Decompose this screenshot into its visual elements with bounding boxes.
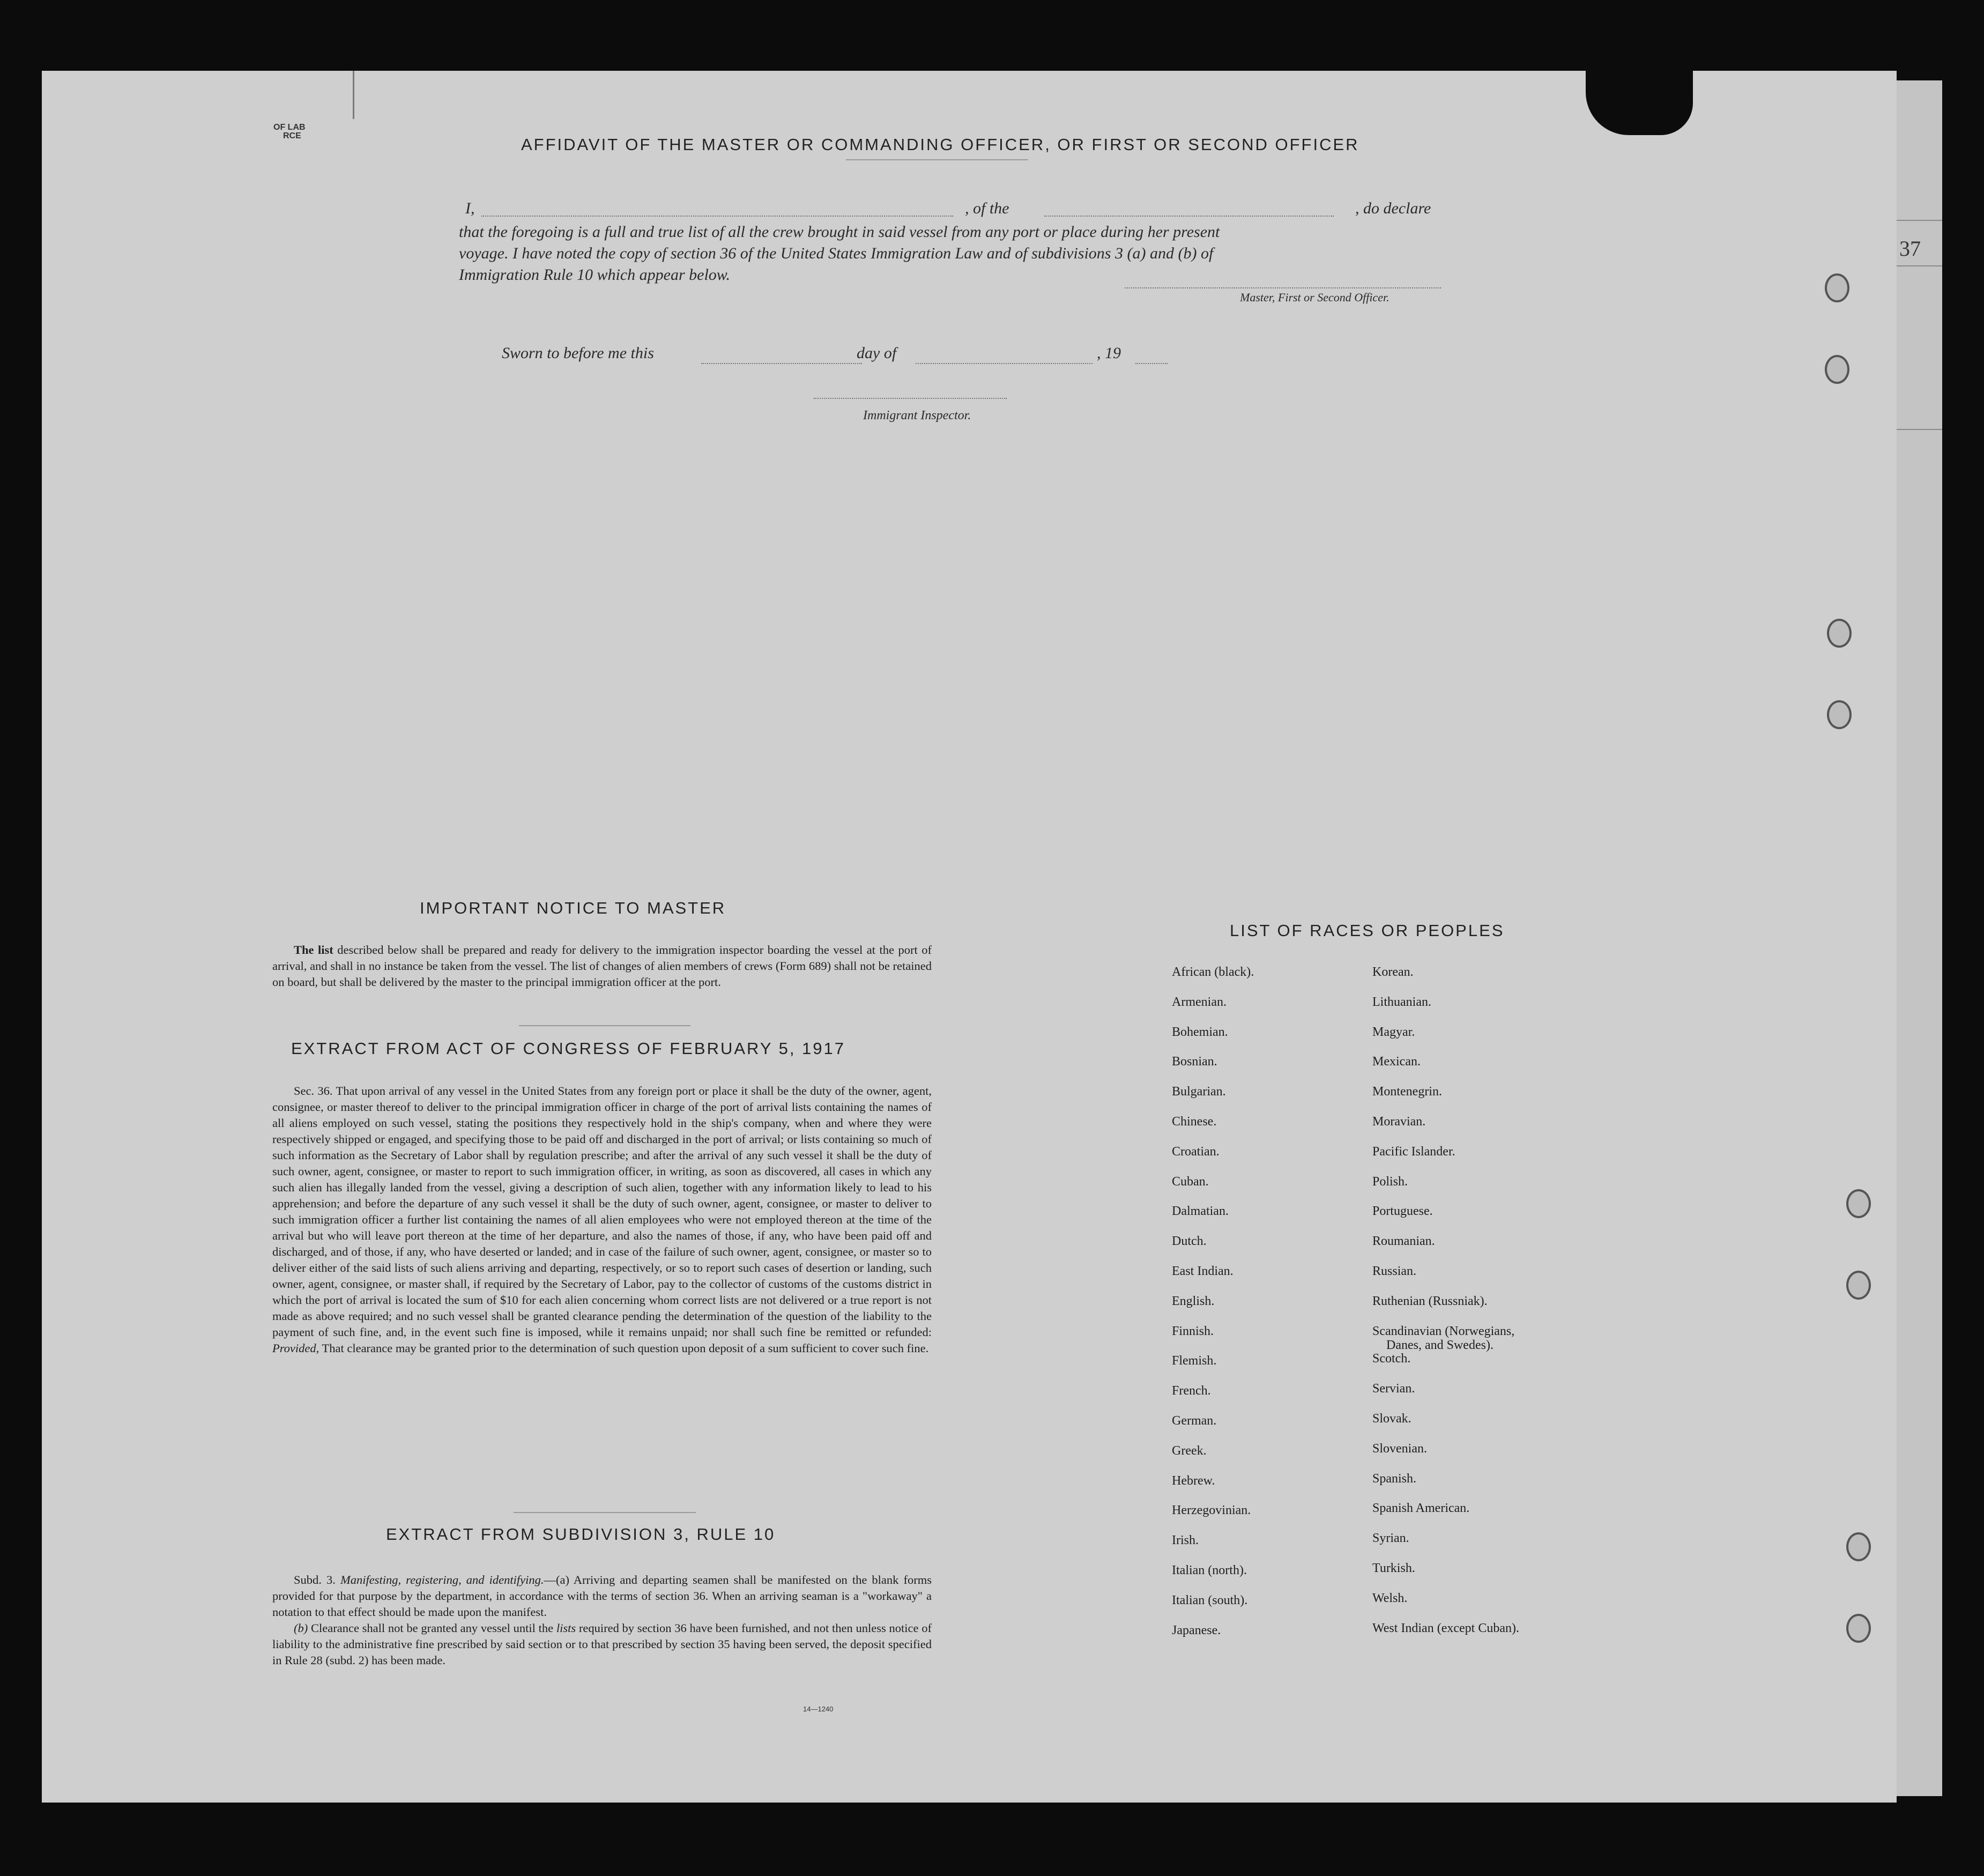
race-item: Bohemian. xyxy=(1172,1025,1228,1039)
edge-text-top: OF LAB xyxy=(273,123,306,132)
rule-b-label: (b) xyxy=(294,1621,308,1635)
race-item: Lithuanian. xyxy=(1372,995,1431,1009)
rule-subd-heading: Manifesting, registering, and identifying. xyxy=(340,1573,544,1586)
race-item: Greek. xyxy=(1172,1443,1207,1458)
race-item: English. xyxy=(1172,1294,1215,1308)
section-divider xyxy=(514,1512,696,1513)
notice-body: described below shall be prepared and ready for delivery to the immigration inspector boarding the vessel at the port of arrival, and shall in no instance be taken from the vessel. The list of changes of alien members of crews (Form 689) shall not be retained on board, but shall be delivered by the master to the principal immigration officer at the port. xyxy=(272,943,932,989)
race-item: Montenegrin. xyxy=(1372,1085,1442,1099)
race-item: Spanish. xyxy=(1372,1471,1417,1486)
form-number: 14—1240 xyxy=(803,1705,834,1713)
rule-title: EXTRACT FROM SUBDIVISION 3, RULE 10 xyxy=(386,1525,776,1544)
race-item: Polish. xyxy=(1372,1174,1408,1189)
punch-hole xyxy=(1825,273,1849,302)
affidavit-line-2: that the foregoing is a full and true list of all the crew brought in said vessel from any port or place during her present xyxy=(459,223,1220,241)
sworn-prefix: Sworn to before me this xyxy=(502,344,654,362)
signature-label: Master, First or Second Officer. xyxy=(1240,291,1389,304)
rule-b-lists: lists xyxy=(556,1621,576,1635)
race-item: Pacific Islander. xyxy=(1372,1144,1455,1159)
race-item: Hebrew. xyxy=(1172,1473,1215,1488)
act-section-label: Sec. 36. xyxy=(294,1084,333,1098)
race-item: Finnish. xyxy=(1172,1324,1214,1338)
punch-hole xyxy=(1846,1271,1871,1300)
rule-b-text-1: Clearance shall not be granted any vessel until the xyxy=(308,1621,556,1635)
rule-a-label: —(a) xyxy=(544,1573,569,1586)
notice-title: IMPORTANT NOTICE TO MASTER xyxy=(420,899,726,917)
race-item: Portuguese. xyxy=(1372,1204,1433,1219)
race-item-continuation: Danes, and Swedes). xyxy=(1386,1338,1493,1352)
form-page xyxy=(42,71,1897,1803)
race-item: Scotch. xyxy=(1372,1352,1411,1366)
race-item: Syrian. xyxy=(1372,1531,1409,1546)
name-field-line[interactable] xyxy=(481,216,953,217)
affidavit-title: AFFIDAVIT OF THE MASTER OR COMMANDING OFFICER, OR FIRST OR SECOND OFFICER xyxy=(521,135,1359,154)
affidavit-line-4: Immigration Rule 10 which appear below. xyxy=(459,266,731,284)
race-item: Japanese. xyxy=(1172,1623,1221,1637)
edge-text-bottom: RCE xyxy=(283,131,301,140)
punch-hole xyxy=(1825,355,1849,384)
rule-text xyxy=(272,1572,932,1669)
affidavit-do-declare: , do declare xyxy=(1355,199,1431,217)
race-item: Korean. xyxy=(1372,965,1414,979)
race-item: Chinese. xyxy=(1172,1115,1217,1129)
act-body-end: That clearance may be granted prior to the determination of such question upon deposit of a sum sufficient to cover such fine. xyxy=(319,1341,929,1355)
sworn-month-field-line[interactable] xyxy=(916,363,1093,364)
race-item: Italian (north). xyxy=(1172,1563,1247,1577)
affidavit-i: I, xyxy=(465,199,475,217)
punch-hole xyxy=(1827,700,1852,729)
act-provided: Provided, xyxy=(272,1341,319,1355)
vessel-field-line[interactable] xyxy=(1044,216,1334,217)
punch-hole xyxy=(1846,1614,1871,1643)
race-item: Croatian. xyxy=(1172,1144,1220,1159)
race-item: Mexican. xyxy=(1372,1055,1421,1069)
rule-a-text: Arriving and departing seamen shall be manifested on the blank forms provided for that purpose by the department, in accordance with the terms of section 36. When an arriving seaman is a "workaway" a notation to that effect should be made upon the manifest. xyxy=(272,1573,932,1619)
notice-text xyxy=(272,942,932,990)
race-item: African (black). xyxy=(1172,965,1254,979)
race-item: Dalmatian. xyxy=(1172,1204,1229,1219)
affidavit-line-3: voyage. I have noted the copy of section 36 of the United States Immigration Law and of subdivisions 3 (a) and (b) of xyxy=(459,244,1214,262)
race-item: Slovenian. xyxy=(1372,1441,1427,1456)
punch-hole xyxy=(1827,619,1852,648)
races-title: LIST OF RACES OR PEOPLES xyxy=(1230,921,1505,940)
notice-lead: The list xyxy=(294,943,333,956)
act-text xyxy=(272,1083,932,1356)
race-item: Italian (south). xyxy=(1172,1593,1248,1607)
race-item: West Indian (except Cuban). xyxy=(1372,1621,1519,1635)
rule-subd-label: Subd. 3. xyxy=(294,1573,336,1586)
inspector-label: Immigrant Inspector. xyxy=(863,409,971,422)
inspector-signature-line[interactable] xyxy=(814,398,1007,399)
race-item: Irish. xyxy=(1172,1533,1199,1548)
race-item: Flemish. xyxy=(1172,1354,1217,1368)
race-item: Dutch. xyxy=(1172,1234,1207,1249)
affidavit-of-the: , of the xyxy=(965,199,1009,217)
signature-field-line[interactable] xyxy=(1125,287,1441,288)
section-divider xyxy=(519,1025,690,1026)
act-body: That upon arrival of any vessel in the United States from any foreign port or place it shall be the duty of the owner, agent, consignee, or master thereof to deliver to the principal immigration officer in charge of the port of arrival lists containing the names of all aliens employed on such vessel, stating the positions they respectively hold in the ship's company, when and where they were respectively shipped or engaged, and specifying those to be paid off and discharged in the port of arrival; or lists containing so much of such information as the Secretary of Labor shall by regulation prescribe; and after the arrival of any such vessel it shall be the duty of such owner, agent, consignee, or master to report to such immigration officer, in writing, as soon as discovered, all cases in which any such alien has illegally landed from the vessel, giving a description of such alien, together with any information likely to lead to his apprehension; and before the departure of any such vessel it shall be the duty of such owner, agent, consignee, or master to deliver to such immigration officer a further list containing the names of all alien employees who were not employed thereon at the time of the arrival but who will leave port thereon at the time of her departure, and also the names of those, if any, who have been paid off and discharged, and of those, if any, who have deserted or landed; and in case of the failure of such owner, agent, consignee, or master so to deliver either of the said lists of such aliens arriving and departing, respectively, or so to report such cases of desertion or landing, such owner, agent, consignee, or master shall, if required by the Secretary of Labor, pay to the collector of customs of the customs district in which the port of arrival is located the sum of $10 for each alien concerning whom correct lists are not delivered or a true report is not made as above required; and no such vessel shall be granted clearance pending the determination of the question of the liability to the payment of such fine, and, in the event such fine is imposed, while it remains unpaid; nor shall such fine be remitted or refunded: xyxy=(272,1084,932,1339)
race-item: Magyar. xyxy=(1372,1025,1415,1039)
race-item: Moravian. xyxy=(1372,1115,1426,1129)
race-item: Bosnian. xyxy=(1172,1055,1217,1069)
race-item: Armenian. xyxy=(1172,995,1227,1009)
race-item: Herzegovinian. xyxy=(1172,1503,1251,1518)
title-underline xyxy=(846,159,1028,160)
sworn-year: , 19 xyxy=(1097,344,1121,362)
race-item: Turkish. xyxy=(1372,1561,1415,1575)
race-item: German. xyxy=(1172,1414,1217,1428)
page-number-fragment: 37 xyxy=(1899,236,1921,261)
sworn-day-field-line[interactable] xyxy=(701,363,862,364)
race-item: Russian. xyxy=(1372,1264,1417,1278)
sworn-year-field-line[interactable] xyxy=(1135,363,1168,364)
binding-tab xyxy=(278,71,354,119)
race-item: Roumanian. xyxy=(1372,1234,1435,1249)
punch-hole xyxy=(1846,1189,1871,1218)
race-item: Cuban. xyxy=(1172,1174,1209,1189)
race-item: Ruthenian (Russniak). xyxy=(1372,1294,1488,1308)
punch-hole xyxy=(1846,1532,1871,1561)
race-item: Scandinavian (Norwegians, xyxy=(1372,1324,1515,1338)
race-item: East Indian. xyxy=(1172,1264,1234,1278)
act-title: EXTRACT FROM ACT OF CONGRESS OF FEBRUARY 5, 1917 xyxy=(291,1039,846,1058)
race-item: Spanish American. xyxy=(1372,1501,1470,1516)
rule-b-text-2: required by section 36 have been furnished, and not then unless notice of liability to the administrative fine prescribed by said section or to that prescribed by section 35 having been served, the deposit specified in Rule 28 (subd. 2) has been made. xyxy=(272,1621,932,1667)
race-item: French. xyxy=(1172,1384,1211,1398)
race-item: Welsh. xyxy=(1372,1591,1408,1605)
torn-corner xyxy=(1586,71,1693,135)
race-item: Servian. xyxy=(1372,1382,1415,1396)
sworn-day-of: day of xyxy=(857,344,897,362)
race-item: Bulgarian. xyxy=(1172,1085,1226,1099)
race-item: Slovak. xyxy=(1372,1412,1411,1426)
